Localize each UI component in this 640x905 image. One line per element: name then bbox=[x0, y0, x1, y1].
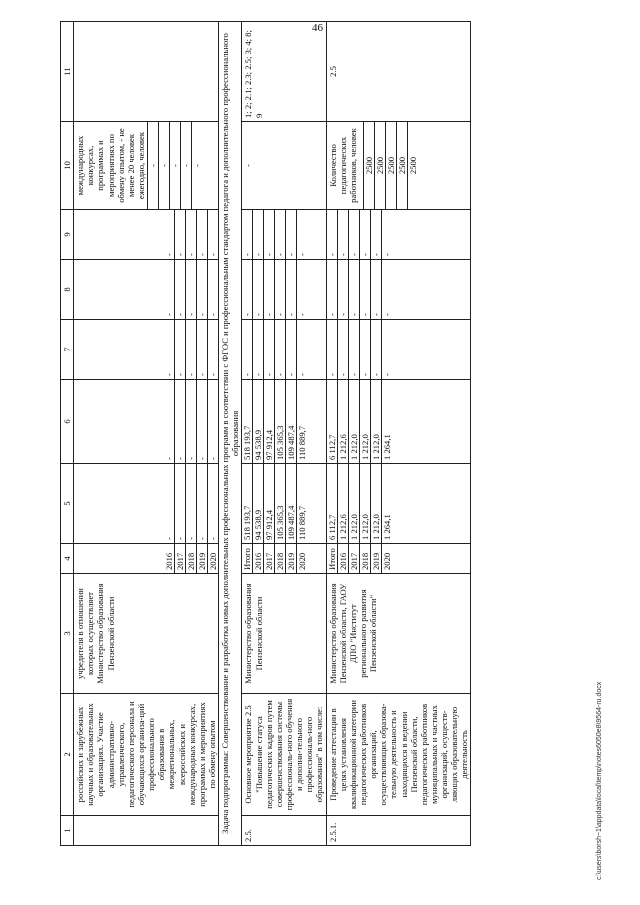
page-number: 46 bbox=[312, 22, 323, 34]
row-b-year-cell: 2019 bbox=[285, 544, 296, 573]
row-a-years bbox=[74, 544, 219, 574]
row-a-col6-column bbox=[74, 380, 219, 464]
row-c-col5-cell: 6 112,7 bbox=[326, 514, 337, 540]
column-number-1: 1 bbox=[61, 816, 74, 846]
column-number-10: 10 bbox=[61, 122, 74, 210]
table-row bbox=[74, 22, 219, 846]
row-c-col6-cell: 1 212,0 bbox=[348, 380, 359, 463]
row-c-col9-cell: - bbox=[337, 210, 348, 259]
row-a-col6-cell: - bbox=[185, 380, 196, 463]
row-a-col5-column bbox=[74, 464, 219, 544]
row-c-col7-column bbox=[326, 320, 471, 380]
row-c-col7-list bbox=[327, 320, 392, 379]
row-c-col6-column bbox=[326, 380, 471, 464]
column-number-7: 7 bbox=[61, 320, 74, 380]
row-b-year-cell: Итого bbox=[242, 548, 253, 570]
row-a-col5-list bbox=[164, 464, 218, 543]
row-a-col7-list bbox=[164, 320, 218, 379]
row-a-col10-cell: - bbox=[169, 122, 180, 209]
row-c-col6-cell: 1 212,0 bbox=[370, 380, 381, 463]
row-c-col9-column bbox=[326, 210, 471, 260]
row-c-col10-cell: 2500 bbox=[396, 122, 407, 209]
row-c-col8-column bbox=[326, 260, 471, 320]
row-c-col8-cell: - bbox=[359, 260, 370, 319]
row-b-col8-cell: - bbox=[285, 260, 296, 319]
row-c-col10-cell: 2500 bbox=[385, 122, 396, 209]
row-b-year-cell: 2018 bbox=[274, 544, 285, 573]
row-a-col9-cell: - bbox=[207, 210, 218, 259]
row-c-year-list bbox=[327, 544, 392, 573]
column-number-9: 9 bbox=[61, 210, 74, 260]
row-b-col5-cell: 518 193,7 bbox=[242, 505, 253, 540]
column-number-2: 2 bbox=[61, 694, 74, 816]
row-b-col5-cell: 109 487,4 bbox=[285, 464, 296, 543]
row-c-col11: 2.5 bbox=[326, 22, 471, 122]
row-c-col8-cell: - bbox=[337, 260, 348, 319]
row-c-col7-cell: - bbox=[337, 320, 348, 379]
row-c-col7-cell: - bbox=[359, 320, 370, 379]
row-a-col8-cell: - bbox=[164, 313, 175, 316]
column-number-8: 8 bbox=[61, 260, 74, 320]
row-a-col6-cell: - bbox=[164, 457, 175, 460]
row-c-indicator-text: Количество педагогических работников, человек bbox=[327, 128, 358, 203]
row-a-col10-list bbox=[147, 122, 202, 209]
row-a-col7-column bbox=[74, 320, 219, 380]
row-a-col9-column bbox=[74, 210, 219, 260]
row-c-year-cell: 2020 bbox=[381, 544, 392, 573]
row-b-col8-cell: - bbox=[263, 260, 274, 319]
row-c-col9-cell: - bbox=[326, 253, 337, 256]
row-c-col9-list bbox=[327, 210, 392, 259]
row-b-col5-cell: 97 912,4 bbox=[263, 464, 274, 543]
row-b-executor: Министерство образования Пензенской области bbox=[242, 574, 326, 694]
row-a-col5-cell: - bbox=[196, 464, 207, 543]
row-b-col9-cell: - bbox=[274, 210, 285, 259]
row-c-col10-cell: 2500 bbox=[363, 156, 374, 175]
row-b-year-list bbox=[242, 544, 307, 573]
row-a-description: российских и зарубежных научных и образовательных организациях. Участие административно-управленческого, педагогического персонала и обучающихся организа-ций профессионального образования в межрегиональных, всероссийских и международных конкурсах, программах и мероприятиях по обмену опытом bbox=[74, 694, 219, 816]
row-a-col5-cell: - bbox=[185, 464, 196, 543]
row-c-col7-cell: - bbox=[381, 320, 392, 379]
row-a-year-cell: 2019 bbox=[196, 544, 207, 573]
column-number-4: 4 bbox=[61, 544, 74, 574]
row-b-year-cell: 2020 bbox=[296, 544, 307, 573]
row-b-col9-cell: - bbox=[242, 253, 253, 256]
row-c-year-cell: 2018 bbox=[359, 544, 370, 573]
row-b-description: Основное мероприятие 2.5 "Повышение статуса педагогических кадров путем совершенствования системы профессиональ-ного обучения и дополни-тельного профессиональ-ного образования" в том числе: bbox=[242, 694, 326, 816]
row-b-col9-list bbox=[242, 210, 307, 259]
row-a-col10-cell: - bbox=[180, 122, 191, 209]
row-b-year-cell: 2017 bbox=[263, 544, 274, 573]
row-b-col7-cell: - bbox=[263, 320, 274, 379]
row-c-col6-cell: 1 264,1 bbox=[381, 380, 392, 463]
row-c-col6-cell: 1 212,0 bbox=[359, 380, 370, 463]
row-a-col8-cell: - bbox=[207, 260, 218, 319]
row-c-col6-cell: 1 212,6 bbox=[337, 380, 348, 463]
row-b-col9-cell: - bbox=[285, 210, 296, 259]
row-a-col9-cell: - bbox=[185, 210, 196, 259]
column-number-5: 5 bbox=[61, 464, 74, 544]
program-table bbox=[60, 21, 471, 846]
row-a-year-cell: 2020 bbox=[207, 544, 218, 573]
row-b-col5-cell: 94 538,9 bbox=[252, 464, 263, 543]
row-c-col8-cell: - bbox=[381, 260, 392, 319]
row-c-col10-cell: 2500 bbox=[407, 122, 418, 209]
table-row bbox=[242, 22, 326, 846]
row-c-col5-cell: 1 264,1 bbox=[381, 464, 392, 543]
row-c-col6-cell: 6 112,7 bbox=[326, 434, 337, 460]
row-a-col5-cell: - bbox=[164, 537, 175, 540]
row-c-col5-cell: 1 212,6 bbox=[337, 464, 348, 543]
row-a-col6-cell: - bbox=[196, 380, 207, 463]
row-b-col5-cell: 110 889,7 bbox=[296, 464, 307, 543]
row-b-col11: 1; 2; 2.1; 2.3; 2.5; 3; 4; 8; 9 bbox=[242, 22, 326, 122]
row-c-description: Проведение аттестации в целях установления квалификационной категории педагогических работников организаций, осуществляющих образова-тельную деятельность и находящихся в ведении Пензенской области, педагогических работников муниципальных и частных организаций, осуществ-ляющих образовательную деятельность bbox=[326, 694, 471, 816]
row-c-col10-list bbox=[363, 122, 418, 209]
row-b-col7-list bbox=[242, 320, 307, 379]
row-a-col7-cell: - bbox=[164, 373, 175, 376]
row-b-col6-cell: 109 487,4 bbox=[285, 380, 296, 463]
row-c-col10-cell: 2500 bbox=[374, 122, 385, 209]
row-c-col5-cell: 1 212,0 bbox=[370, 464, 381, 543]
row-a-year-list bbox=[164, 544, 218, 573]
row-a-col8-cell: - bbox=[185, 260, 196, 319]
row-c-col9-cell: - bbox=[348, 210, 359, 259]
row-c-col6-list bbox=[327, 380, 392, 463]
row-c-year-cell: 2016 bbox=[337, 544, 348, 573]
row-a-col9-cell: - bbox=[164, 253, 175, 256]
row-b-year-column bbox=[242, 544, 326, 574]
row-b-col6-cell: 105 365,3 bbox=[274, 380, 285, 463]
row-a-executor: учредителя в отношении которых осуществляет Министерство образования Пензенской области bbox=[74, 574, 219, 694]
row-a-year-cell: 2018 bbox=[185, 544, 196, 573]
row-a-year-cell: 2017 bbox=[174, 544, 185, 573]
row-c-year-cell: 2019 bbox=[370, 544, 381, 573]
row-b-year-cell: 2016 bbox=[252, 544, 263, 573]
row-c-col5-cell: 1 212,0 bbox=[359, 464, 370, 543]
row-c-col8-cell: - bbox=[348, 260, 359, 319]
row-c-col8-cell: - bbox=[326, 313, 337, 316]
row-b-col8-cell: - bbox=[242, 313, 253, 316]
row-c-num: 2.5.1. bbox=[326, 816, 471, 846]
row-a-num bbox=[74, 816, 219, 846]
row-c-year-column bbox=[326, 544, 471, 574]
row-b-col8-cell: - bbox=[274, 260, 285, 319]
row-b-col6-cell: 110 889,7 bbox=[296, 380, 307, 463]
task-row bbox=[219, 22, 242, 846]
column-number-6: 6 bbox=[61, 380, 74, 464]
row-a-indicator bbox=[74, 122, 219, 210]
row-b-col7-cell: - bbox=[285, 320, 296, 379]
row-a-col7-cell: - bbox=[174, 320, 185, 379]
row-c-executor: Министерство образования Пензенской области, ГАОУ ДПО "Институт регионального развития Пензенской области" bbox=[326, 574, 471, 694]
row-a-col6-cell: - bbox=[207, 380, 218, 463]
subprogram-task: Задача подпрограммы: Совершенствование и разработка новых дополнительных профессиональных программ в соответствии с ФГОС и профессиональным стандартом педагога и дополнительного профессионального образования bbox=[219, 22, 242, 846]
row-b-col8-cell: - bbox=[252, 260, 263, 319]
row-a-col7-cell: - bbox=[196, 320, 207, 379]
row-a-col8-cell: - bbox=[196, 260, 207, 319]
row-b-col6-column bbox=[242, 380, 326, 464]
row-a-col10-cell: - bbox=[191, 122, 202, 209]
row-a-year-cell: 2016 bbox=[164, 552, 175, 570]
row-b-col10: - bbox=[242, 122, 326, 210]
rotated-table-page bbox=[60, 22, 583, 846]
row-a-col9-list bbox=[164, 210, 218, 259]
row-a-indicator-text: международных конкурсах, программах и мероприятиях по обмену опытом, - не менее 20 человек ежегодно, человек bbox=[75, 128, 146, 203]
row-b-col5-cell: 105 365,3 bbox=[274, 464, 285, 543]
row-b-col7-cell: - bbox=[274, 320, 285, 379]
row-a-col10-cell: - bbox=[148, 164, 159, 167]
row-c-year-cell: 2017 bbox=[348, 544, 359, 573]
header-row bbox=[61, 22, 74, 846]
footer-file-path: c:\users\borsh~1\appdata\local\temp\notes6050e8\9564-ru.docx bbox=[596, 681, 603, 880]
row-b-col7-cell: - bbox=[296, 320, 307, 379]
row-c-col5-list bbox=[327, 464, 392, 543]
row-b-col8-column bbox=[242, 260, 326, 320]
row-b-col6-cell: 97 912,4 bbox=[263, 380, 274, 463]
row-b-col7-cell: - bbox=[252, 320, 263, 379]
row-a-col7-cell: - bbox=[185, 320, 196, 379]
row-c-col9-cell: - bbox=[370, 210, 381, 259]
column-number-11: 11 bbox=[61, 22, 74, 122]
row-c-col5-column bbox=[326, 464, 471, 544]
row-b-col9-cell: - bbox=[296, 210, 307, 259]
row-a-col6-cell: - bbox=[174, 380, 185, 463]
row-a-col5-cell: - bbox=[174, 464, 185, 543]
row-c-col7-cell: - bbox=[326, 373, 337, 376]
row-b-col5-column bbox=[242, 464, 326, 544]
row-b-col6-cell: 518 193,7 bbox=[242, 425, 253, 460]
row-c-col8-cell: - bbox=[370, 260, 381, 319]
row-a-col11 bbox=[74, 22, 219, 122]
row-b-col9-cell: - bbox=[263, 210, 274, 259]
row-a-col8-cell: - bbox=[174, 260, 185, 319]
row-c-indicator bbox=[326, 122, 471, 210]
row-a-col5-cell: - bbox=[207, 464, 218, 543]
row-b-num: 2.5. bbox=[242, 816, 326, 846]
row-c-col8-list bbox=[327, 260, 392, 319]
row-b-col8-cell: - bbox=[296, 260, 307, 319]
row-a-col8-column bbox=[74, 260, 219, 320]
row-b-col7-cell: - bbox=[242, 373, 253, 376]
table-row bbox=[326, 22, 471, 846]
row-a-col10-cell: - bbox=[158, 122, 169, 209]
row-a-col6-list bbox=[164, 380, 218, 463]
row-c-col9-cell: - bbox=[381, 210, 392, 259]
row-c-year-cell: Итого bbox=[326, 548, 337, 570]
row-a-col8-list bbox=[164, 260, 218, 319]
row-a-col9-cell: - bbox=[196, 210, 207, 259]
row-c-col7-cell: - bbox=[348, 320, 359, 379]
row-c-col9-cell: - bbox=[359, 210, 370, 259]
row-b-col9-column bbox=[242, 210, 326, 260]
row-c-col5-cell: 1 212,0 bbox=[348, 464, 359, 543]
row-b-col9-cell: - bbox=[252, 210, 263, 259]
row-a-col7-cell: - bbox=[207, 320, 218, 379]
row-b-col6-cell: 94 538,9 bbox=[252, 380, 263, 463]
row-b-col8-list bbox=[242, 260, 307, 319]
row-c-col7-cell: - bbox=[370, 320, 381, 379]
column-number-3: 3 bbox=[61, 574, 74, 694]
row-b-col7-column bbox=[242, 320, 326, 380]
row-b-col5-list bbox=[242, 464, 307, 543]
row-b-col6-list bbox=[242, 380, 307, 463]
row-a-col9-cell: - bbox=[174, 210, 185, 259]
